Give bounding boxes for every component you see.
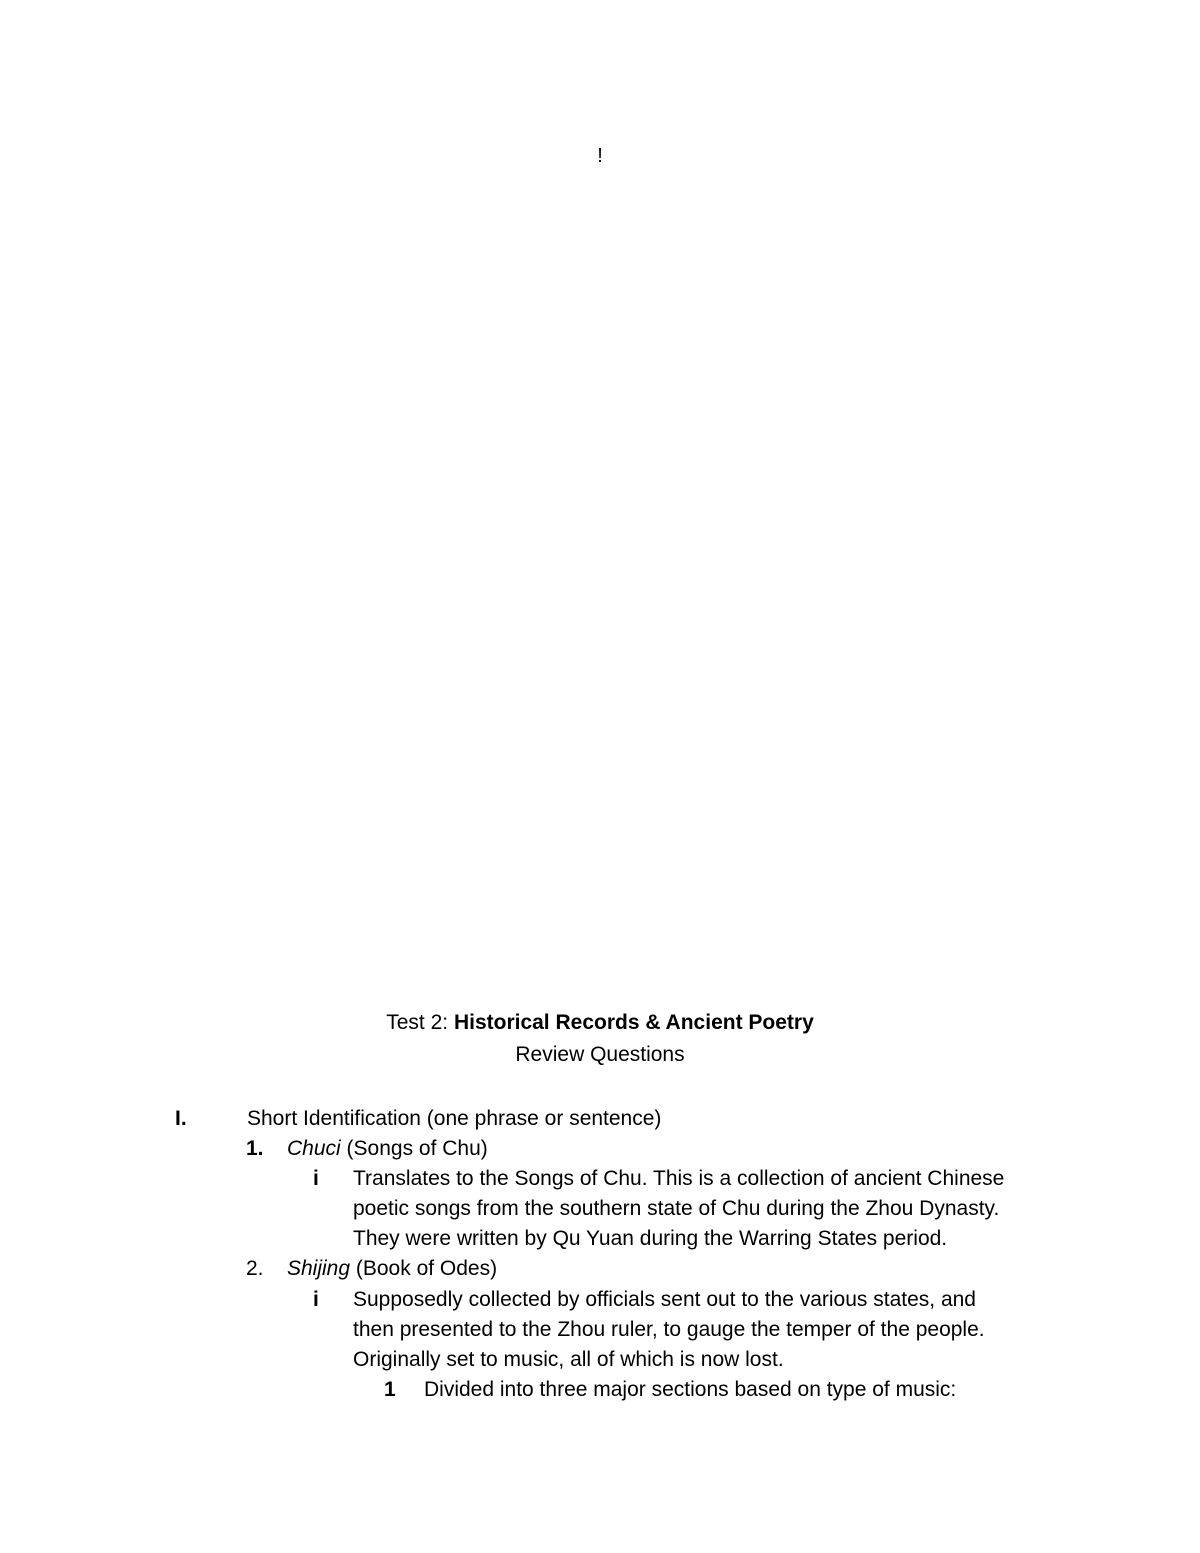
page-header-mark: !	[597, 145, 603, 167]
item-gloss: (Songs of Chu)	[340, 1137, 488, 1160]
item-bullet: i	[313, 1167, 319, 1190]
item-term: Chuci	[287, 1137, 341, 1160]
document-subtitle: Review Questions	[515, 1043, 685, 1066]
item-text-line: then presented to the Zhou ruler, to gauge the temper of the people.	[353, 1318, 985, 1341]
item-gloss: (Book of Odes)	[350, 1257, 498, 1280]
document-title	[0, 1008, 1200, 1038]
section-heading: Short Identification (one phrase or sentence)	[247, 1107, 662, 1130]
item-text-line: They were written by Qu Yuan during the Warring States period.	[353, 1227, 948, 1250]
item-text-line: Originally set to music, all of which is now lost.	[353, 1348, 784, 1371]
item-text-line: Translates to the Songs of Chu. This is a collection of ancient Chinese	[353, 1167, 1005, 1190]
sub-item-text: Divided into three major sections based on type of music:	[424, 1378, 957, 1401]
title-prefix: Test 2:	[386, 1011, 454, 1034]
item-number: 1.	[246, 1137, 264, 1160]
item-number: 2.	[246, 1257, 264, 1280]
item-text-line: Supposedly collected by officials sent out to the various states, and	[353, 1288, 976, 1311]
item-title	[287, 1134, 488, 1164]
item-term: Shijing	[287, 1257, 351, 1280]
title-main: Historical Records & Ancient Poetry	[453, 1011, 814, 1034]
item-text-line: poetic songs from the southern state of Chu during the Zhou Dynasty.	[353, 1197, 1000, 1220]
section-marker: I.	[175, 1107, 187, 1130]
sub-item-number: 1	[384, 1378, 396, 1401]
item-title	[287, 1254, 497, 1284]
item-bullet: i	[313, 1288, 319, 1311]
